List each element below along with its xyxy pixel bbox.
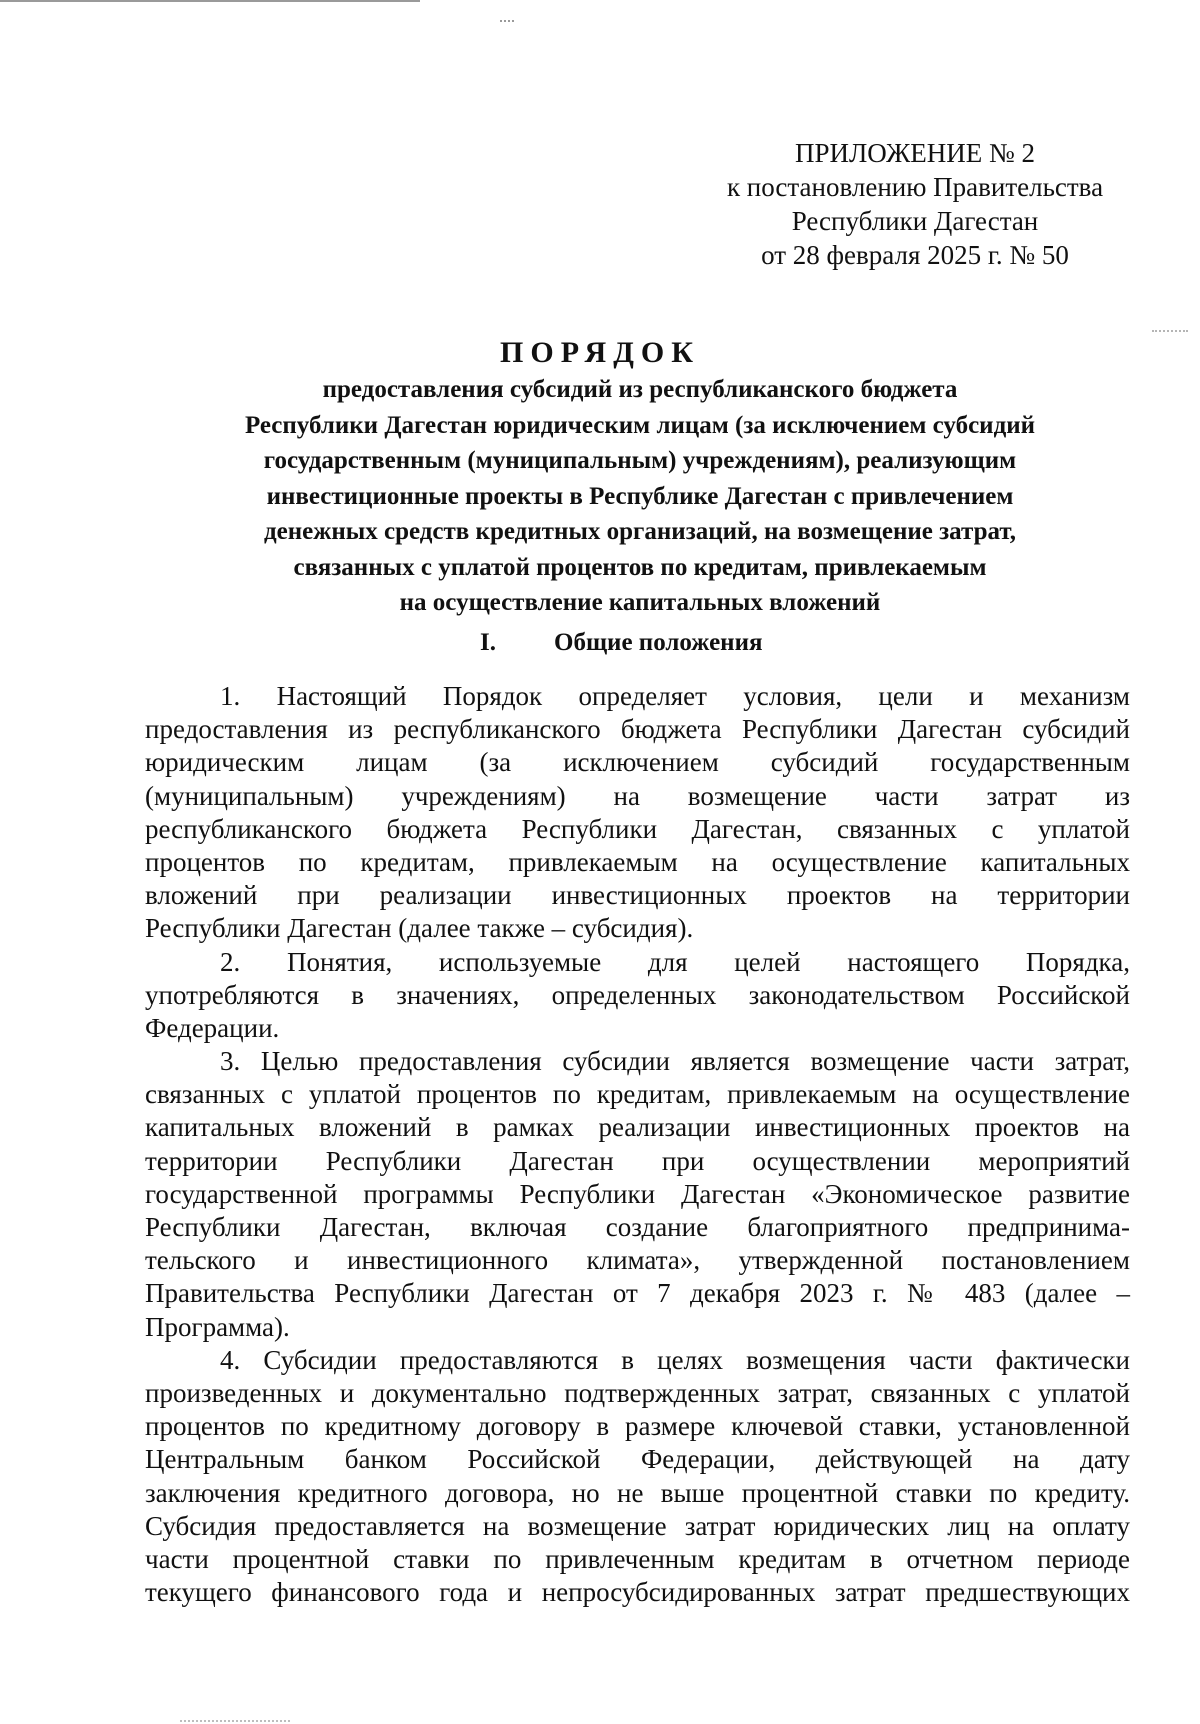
body-line: тельского и инвестиционного климата», утвержденной постановлением — [145, 1245, 1130, 1276]
section-heading — [480, 625, 840, 661]
appendix-header — [700, 136, 1130, 272]
body-line: предоставления из республиканского бюджета Республики Дагестан субсидий — [145, 714, 1130, 745]
appendix-reference: к постановлению Правительства — [726, 172, 1104, 202]
body-line: Центральным банком Российской Федерации, действующей на дату — [145, 1444, 1130, 1475]
subtitle-line: связанных с уплатой процентов по кредитам, привлекаемым — [293, 553, 987, 581]
body-line: текущего финансового года и непросубсидированных затрат предшествующих — [145, 1577, 1130, 1608]
body-line: произведенных и документально подтвержденных затрат, связанных с уплатой — [145, 1377, 1130, 1408]
subtitle-line: Республики Дагестан юридическим лицам (за исключением субсидий — [244, 411, 1036, 439]
body-line: Программа). — [145, 1311, 290, 1342]
body-line: 2. Понятия, используемые для целей настоящего Порядка, — [220, 946, 1130, 977]
body-line: 3. Целью предоставления субсидии является возмещение части затрат, — [220, 1046, 1130, 1077]
subtitle-line: инвестиционные проекты в Республике Дагестан с привлечением — [266, 482, 1014, 510]
body-line: Республики Дагестан (далее также – субсидия). — [145, 913, 694, 944]
body-line: капитальных вложений в рамках реализации инвестиционных проектов на — [145, 1112, 1130, 1143]
appendix-number: ПРИЛОЖЕНИЕ № 2 — [794, 138, 1036, 168]
body-line: Субсидия предоставляется на возмещение затрат юридических лиц на оплату — [145, 1510, 1130, 1541]
body-line: процентов по кредитному договору в размере ключевой ставки, установленной — [145, 1411, 1130, 1442]
appendix-authority: Республики Дагестан — [791, 206, 1039, 236]
body-line: Правительства Республики Дагестан от 7 декабря 2023 г. № 483 (далее – — [145, 1278, 1130, 1309]
document-body — [145, 680, 1130, 1609]
body-line: процентов по кредитам, привлекаемым на осуществление капитальных — [145, 846, 1130, 877]
body-line: вложений при реализации инвестиционных проектов на территории — [145, 880, 1130, 911]
document-title: ПОРЯДОК — [500, 336, 700, 369]
body-line: 4. Субсидии предоставляются в целях возмещения части фактически — [220, 1344, 1130, 1375]
section-name: Общие положения — [554, 629, 763, 656]
section-number: I. — [480, 629, 496, 656]
subtitle-line: на осуществление капитальных вложений — [399, 589, 881, 616]
body-line: заключения кредитного договора, но не выше процентной ставки по кредиту. — [145, 1477, 1130, 1508]
body-line: Федерации. — [145, 1012, 280, 1043]
subtitle-line: предоставления субсидий из республиканского бюджета — [322, 376, 958, 403]
body-line: части процентной ставки по привлеченным кредитам в отчетном периоде — [145, 1543, 1130, 1574]
document-subtitle — [150, 372, 1130, 621]
scan-dust-mark — [500, 20, 514, 24]
body-line: (муниципальным) учреждениям) на возмещение части затрат из — [145, 780, 1130, 811]
appendix-date: от 28 февраля 2025 г. № 50 — [761, 240, 1069, 270]
body-line: связанных с уплатой процентов по кредитам, привлекаемым на осуществление — [145, 1079, 1130, 1110]
subtitle-line: денежных средств кредитных организаций, на возмещение затрат, — [263, 518, 1017, 545]
body-line: 1. Настоящий Порядок определяет условия, цели и механизм — [220, 681, 1130, 711]
subtitle-line: государственным (муниципальным) учреждениям), реализующим — [263, 447, 1017, 474]
body-line: республиканского бюджета Республики Дагестан, связанных с уплатой — [145, 813, 1130, 844]
body-line: юридическим лицам (за исключением субсидий государственным — [145, 747, 1130, 778]
body-line: территории Республики Дагестан при осуществлении мероприятий — [145, 1145, 1130, 1176]
body-line: государственной программы Республики Дагестан «Экономическое развитие — [145, 1178, 1130, 1209]
scan-edge-line — [0, 0, 420, 2]
body-line: Республики Дагестан, включая создание благоприятного предпринима- — [145, 1212, 1130, 1242]
scan-edge-line — [180, 1720, 290, 1724]
body-line: употребляются в значениях, определенных законодательством Российской — [145, 979, 1130, 1010]
